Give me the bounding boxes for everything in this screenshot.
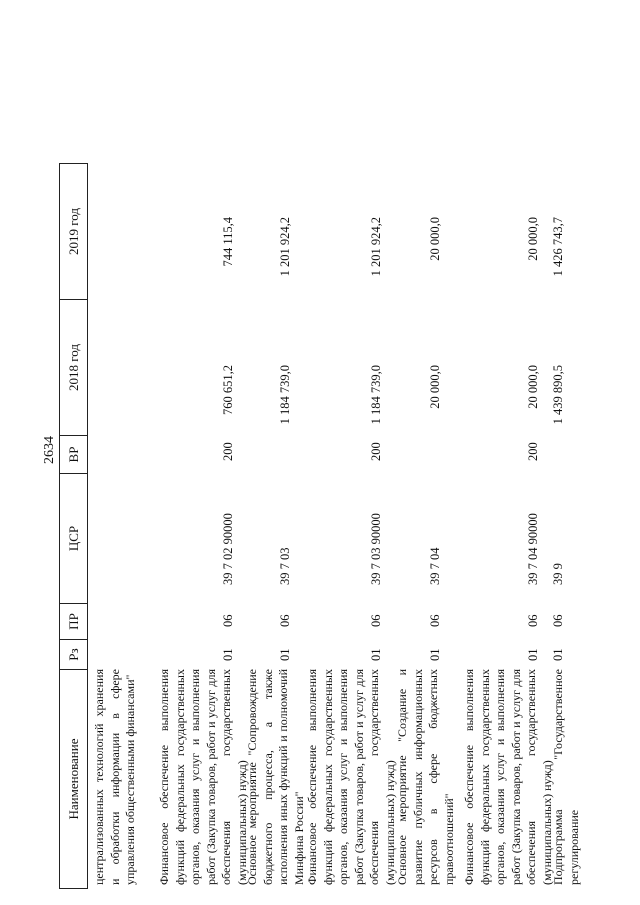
table-row [395, 59, 456, 889]
header-name: Наименование [59, 669, 88, 889]
row-name: Финансовое обеспечение выполнения функций федеральных государственных органов, оказания услуг и выполнения работ (Закупка товаров, работ и услуг для обеспечения государственных (муниципальных) нужд) [305, 669, 397, 885]
table-row [245, 59, 306, 889]
row-2019: 1 201 924,2 [369, 217, 383, 277]
header-vr: ВР [59, 435, 88, 473]
table-row [462, 59, 554, 889]
header-csr: ЦСР [59, 473, 88, 603]
header-2019: 2019 год [59, 163, 88, 299]
row-2018: 1 184 739,0 [369, 365, 383, 425]
row-2018: 1 184 739,0 [278, 365, 292, 425]
row-2018: 760 651,2 [221, 365, 235, 415]
row-2019: 1 426 743,7 [551, 217, 565, 277]
row-pr: 06 [369, 614, 383, 627]
row-rz: 01 [278, 648, 292, 661]
row-pr: 06 [428, 614, 442, 627]
row-vr: 200 [369, 442, 383, 461]
row-csr: 39 9 [551, 563, 565, 585]
row-csr: 39 7 03 [278, 547, 292, 585]
row-name: Финансовое обеспечение выполнения функций федеральных государственных органов, оказания услуг и выполнения работ (Закупка товаров, работ и услуг для обеспечения государственных (муниципальных) нужд) [157, 669, 249, 885]
row-csr: 39 7 04 [428, 547, 442, 585]
row-pr: 06 [526, 614, 540, 627]
row-name: Основное мероприятие "Сопровождение бюджетного процесса, а также исполнения иных функций и полномочий Минфина России" [245, 669, 306, 885]
row-2019: 1 201 924,2 [278, 217, 292, 277]
table-row [92, 59, 148, 889]
row-rz: 01 [526, 648, 540, 661]
row-2018: 20 000,0 [526, 365, 540, 409]
row-name: Финансовое обеспечение выполнения функций федеральных государственных органов, оказания услуг и выполнения работ (Закупка товаров, работ и услуг для обеспечения государственных (муниципальных) нужд) [462, 669, 554, 885]
row-2019: 20 000,0 [428, 217, 442, 261]
row-pr: 06 [278, 614, 292, 627]
row-pr: 06 [221, 614, 235, 627]
row-rz: 01 [551, 648, 565, 661]
budget-table [59, 59, 599, 889]
row-csr: 39 7 03 90000 [369, 513, 383, 585]
row-csr: 39 7 02 90000 [221, 513, 235, 585]
row-2019: 20 000,0 [526, 217, 540, 261]
row-name: Основное мероприятие "Создание и развитие публичных информационных ресурсов в сфере бюджетных правоотношений" [395, 669, 456, 885]
table-row [305, 59, 397, 889]
row-csr: 39 7 04 90000 [526, 513, 540, 585]
row-vr: 200 [221, 442, 235, 461]
header-2018: 2018 год [59, 299, 88, 435]
row-vr: 200 [526, 442, 540, 461]
row-rz: 01 [221, 648, 235, 661]
row-2019: 744 115,4 [221, 217, 235, 267]
row-2018: 1 439 890,5 [551, 365, 565, 425]
row-name: Подпрограмма "Государственное регулирование [551, 669, 581, 885]
row-pr: 06 [551, 614, 565, 627]
table-row [157, 59, 249, 889]
row-name: централизованных технологий хранения и обработки информации в сфере управления общественными финансами" [92, 669, 137, 885]
row-2018: 20 000,0 [428, 365, 442, 409]
header-rz: Рз [59, 639, 88, 669]
row-rz: 01 [428, 648, 442, 661]
table-row [551, 59, 581, 889]
page-number: 2634 [42, 436, 57, 464]
row-rz: 01 [369, 648, 383, 661]
header-pr: ПР [59, 603, 88, 639]
